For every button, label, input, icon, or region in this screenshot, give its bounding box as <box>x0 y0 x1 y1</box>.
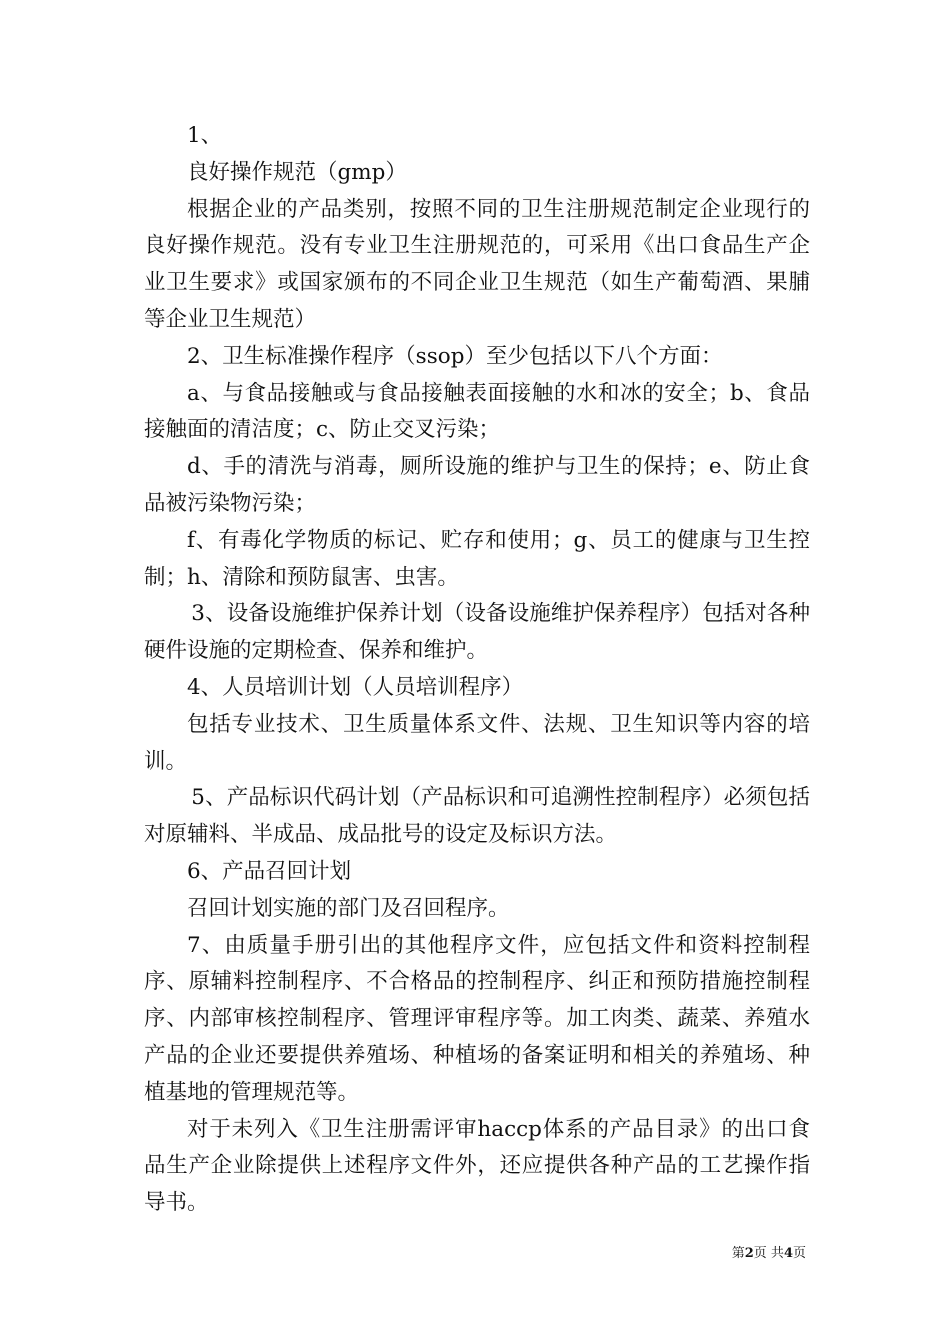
paragraph-13: 召回计划实施的部门及召回程序。 <box>187 895 510 921</box>
paragraph-7: f、有毒化学物质的标记、贮存和使用；g、员工的健康与卫生控制；h、清除和预防鼠害、虫害。 <box>144 527 810 590</box>
footer-prefix: 第 <box>731 1246 745 1261</box>
paragraph-11: 5、产品标识代码计划（产品标识和可追溯性控制程序）必须包括对原辅料、半成品、成品批号的设定及标识方法。 <box>144 785 810 848</box>
page-footer <box>732 1246 806 1262</box>
paragraph-9: 4、人员培训计划（人员培训程序） <box>187 674 524 700</box>
paragraph-15: 对于未列入《卫生注册需评审haccp体系的产品目录》的出口食品生产企业除提供上述程序文件外，还应提供各种产品的工艺操作指导书。 <box>144 1116 810 1216</box>
paragraph-10: 包括专业技术、卫生质量体系文件、法规、卫生知识等内容的培训。 <box>144 711 810 774</box>
paragraph-1: 1、 <box>187 123 223 148</box>
paragraph-4: 2、卫生标准操作程序（ssop）至少包括以下八个方面： <box>187 343 723 369</box>
footer-total-pages: 4 <box>783 1246 793 1261</box>
footer-current-page: 2 <box>744 1246 754 1261</box>
paragraph-3: 根据企业的产品类别，按照不同的卫生注册规范制定企业现行的良好操作规范。没有专业卫生注册规范的，可采用《出口食品生产企业卫生要求》或国家颁布的不同企业卫生规范（如生产葡萄酒、果脯等企业卫生规范） <box>144 196 810 332</box>
paragraph-14: 7、由质量手册引出的其他程序文件，应包括文件和资料控制程序、原辅料控制程序、不合格品的控制程序、纠正和预防措施控制程序、内部审核控制程序、管理评审程序等。加工肉类、蔬菜、养殖水产品的企业还要提供养殖场、种植场的备案证明和相关的养殖场、种植基地的管理规范等。 <box>144 932 810 1105</box>
paragraph-2: 良好操作规范（gmp） <box>187 159 407 185</box>
paragraph-8: 3、设备设施维护保养计划（设备设施维护保养程序）包括对各种硬件设施的定期检查、保养和维护。 <box>144 601 810 664</box>
footer-suffix: 页 <box>792 1246 806 1261</box>
footer-middle: 页 共 <box>753 1246 784 1261</box>
document-body <box>144 118 810 1222</box>
paragraph-6: d、手的清洗与消毒，厕所设施的维护与卫生的保持；e、防止食品被污染物污染； <box>144 454 810 516</box>
paragraph-5: a、与食品接触或与食品接触表面接触的水和冰的安全；b、食品接触面的清洁度；c、防止交叉污染； <box>144 380 810 443</box>
paragraph-12: 6、产品召回计划 <box>187 858 352 884</box>
